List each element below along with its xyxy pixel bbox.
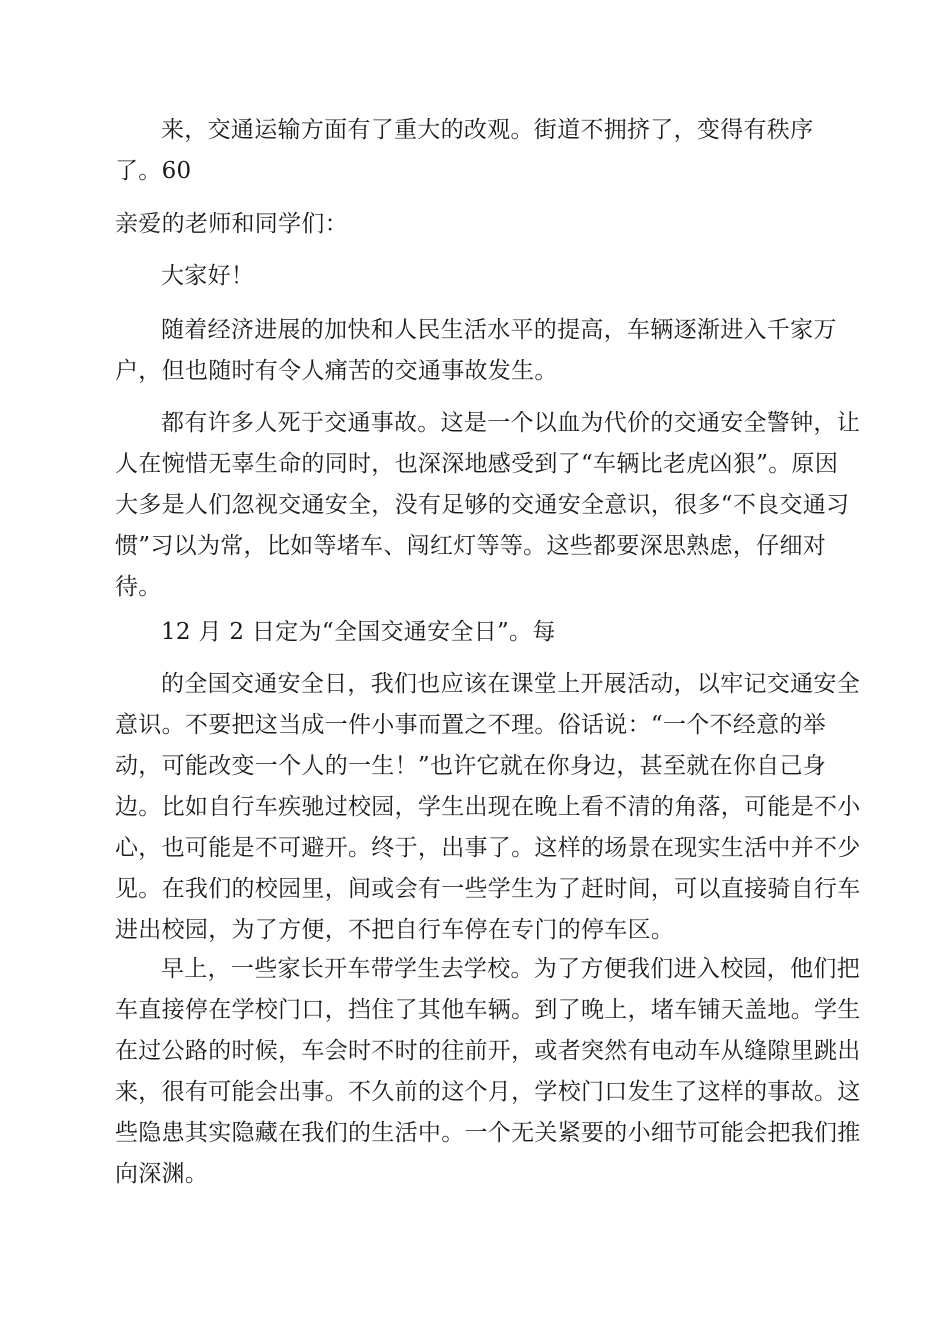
paragraph-line: 早上，一些家长开车带学生去学校。为了方便我们进入校园，他们把 (161, 956, 860, 982)
paragraph-5 (115, 664, 861, 951)
paragraph-line: 向深渊。 (115, 1161, 209, 1187)
paragraph-1 (115, 110, 835, 192)
paragraph-line: 待。 (115, 574, 162, 600)
paragraph-6 (115, 949, 861, 1195)
paragraph-4 (115, 612, 835, 653)
paragraph-line: 亲爱的老师和同学们： (115, 211, 348, 237)
paragraph-line: 随着经济进展的加快和人民生活水平的提高，车辆逐渐进入千家万 (161, 317, 837, 343)
paragraph-2 (115, 310, 835, 392)
paragraph-line: 12 月 2 日定为“全国交通安全日”。每 (161, 619, 556, 645)
paragraph-line: 在过公路的时候，车会时不时的往前开，或者突然有电动车从缝隙里跳出 (115, 1038, 861, 1064)
paragraph-line: 了。60 (115, 158, 192, 184)
paragraph-line: 惯”习以为常，比如等堵车、闯红灯等等。这些都要深思熟虑，仔细对 (115, 533, 827, 559)
paragraph-line: 都有许多人死于交通事故。这是一个以血为代价的交通安全警钟，让 (161, 410, 860, 436)
paragraph-line: 人在惋惜无辜生命的同时，也深深地感受到了“车辆比老虎凶狠”。原因 (115, 451, 839, 477)
paragraph-line: 的全国交通安全日，我们也应该在课堂上开展活动，以牢记交通安全 (161, 671, 860, 697)
paragraph-line: 动，可能改变一个人的一生！”也许它就在你身边，甚至就在你自己身 (115, 753, 827, 779)
paragraph-line: 户，但也随时有令人痛苦的交通事故发生。 (115, 358, 558, 384)
paragraph-line: 大多是人们忽视交通安全，没有足够的交通安全意识，很多“不良交通习 (115, 492, 850, 518)
paragraph-line: 心，也可能是不可避开。终于，出事了。这样的场景在现实生活中并不少 (115, 835, 861, 861)
paragraph-line: 大家好！ (161, 263, 255, 289)
paragraph-line: 进出校园，为了方便，不把自行车停在专门的停车区。 (115, 917, 675, 943)
paragraph-3 (115, 403, 860, 608)
paragraph-line: 见。在我们的校园里，间或会有一些学生为了赶时间，可以直接骑自行车 (115, 876, 861, 902)
paragraph-line: 意识。不要把这当成一件小事而置之不理。俗话说：“一个不经意的举 (115, 712, 827, 738)
paragraph-line: 些隐患其实隐藏在我们的生活中。一个无关紧要的小细节可能会把我们推 (115, 1120, 861, 1146)
paragraph-line: 车直接停在学校门口，挡住了其他车辆。到了晚上，堵车铺天盖地。学生 (115, 997, 861, 1023)
greeting-hello (115, 256, 835, 297)
greeting-salutation (115, 204, 835, 245)
paragraph-line: 边。比如自行车疾驰过校园，学生出现在晚上看不清的角落，可能是不小 (115, 794, 861, 820)
paragraph-line: 来，交通运输方面有了重大的改观。街道不拥挤了，变得有秩序 (161, 117, 814, 143)
paragraph-line: 来，很有可能会出事。不久前的这个月，学校门口发生了这样的事故。这 (115, 1079, 861, 1105)
